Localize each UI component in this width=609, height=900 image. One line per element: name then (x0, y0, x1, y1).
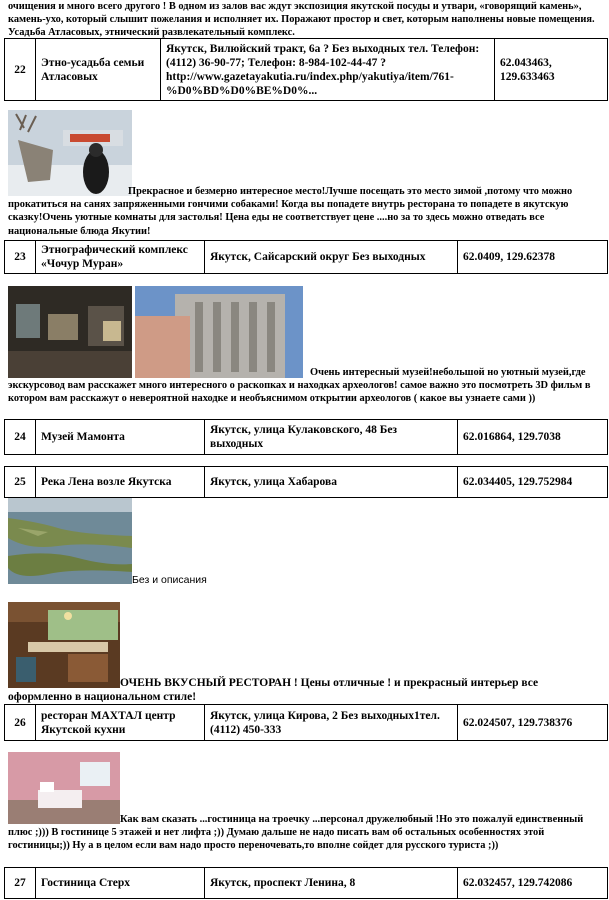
place-address: Якутск, Вилюйский тракт, 6а ? Без выходных тел. Телефон: (4112) 36-90-77; Телефон: 8-984-102-44-47 ? http://www.gazetayakutia.ru/index.php/yakutiya/item/761-%D0%BD%D0%BE%D0%... (161, 39, 495, 101)
place-coordinates: 62.034405, 129.752984 (458, 467, 608, 498)
place-name: Музей Мамонта (36, 420, 205, 455)
row-number: 25 (5, 467, 36, 498)
table-row (4, 466, 608, 498)
place-coordinates: 62.032457, 129.742086 (458, 868, 608, 899)
table-row (4, 38, 608, 101)
row-number: 27 (5, 868, 36, 899)
place-coordinates: 62.0409, 129.62378 (458, 241, 608, 274)
row-number: 24 (5, 420, 36, 455)
lena-river-photo (8, 498, 132, 584)
intro-paragraph: очищения и много всего другого ! В одном из залов вас ждут экспозиция якутской посуды и утвари, «говорящий камень», камень-ухо, который слышит пожелания и исполняет их. Поражают простор и свет, которым наполнены новые помещения. Усадьба Атласовых, этнический развлекательный комплекс. (8, 1, 595, 39)
place-address: Якутск, проспект Ленина, 8 (205, 868, 458, 899)
place-address: Якутск, улица Кирова, 2 Без выходных1тел. (4112) 450-333 (205, 705, 458, 741)
review-22: Прекрасное и безмерно интересное место!Лучше посещать это место зимой ,потому что можно прокатиться на санях запряженными гончими собаками! Когда вы попадете внутрь ресторана то попадете в якутскую сказку!Очень уютные комнаты для застолья! Цена еды не соответствует цене ....но за то здесь можно отведать все национальные блюда Якутии! (8, 186, 573, 237)
row-number: 26 (5, 705, 36, 741)
review-25: Без и описания (132, 574, 207, 586)
place-name: Этнографический комплекс «Чочур Муран» (36, 241, 205, 274)
museum-building-photo (135, 286, 303, 378)
table-row (4, 419, 608, 455)
place-name: ресторан МАХТАЛ центр Якутской кухни (36, 705, 205, 741)
review-26-pre: ОЧЕНЬ ВКУСНЫЙ РЕСТОРАН ! Цены отличные ! и прекрасный интерьер все оформленно в национальном стиле! (8, 677, 539, 703)
row-number: 22 (5, 39, 36, 101)
place-coordinates: 62.016864, 129.7038 (458, 420, 608, 455)
place-name: Гостиница Стерх (36, 868, 205, 899)
place-coordinates: 62.043463, 129.633463 (495, 39, 608, 101)
table-row (4, 867, 608, 899)
place-address: Якутск, улица Кулаковского, 48 Без выходных (205, 420, 458, 455)
table-row (4, 240, 608, 274)
row-number: 23 (5, 241, 36, 274)
review-27: Как вам сказать ...гостиница на троечку ...персонал дружелюбный !Но это пожалуй единственный плюс ;))) В гостинице 5 этажей и нет лифта ;)) Думаю дальше не надо писать вам об остальных особенностях этой гостиницы;)) Ну а в целом если вам надо просто переночевать,то вполне сойдет для русского туриста ;)) (8, 814, 584, 852)
table-row (4, 704, 608, 741)
place-address: Якутск, улица Хабарова (205, 467, 458, 498)
museum-interior-photo (8, 286, 132, 378)
place-coordinates: 62.024507, 129.738376 (458, 705, 608, 741)
review-23: Очень интересный музей!небольшой но уютный музей,где экскурсовод вам расскажет много интересного о раскопках и находках археологов! самое важно это посмотреть 3D фильм в котором вам расскажут о невероятной находке и необъяснимом открытии археологов ( какое вы узнаете сами )) (8, 367, 591, 405)
place-name: Этно-усадьба семьи Атласовых (36, 39, 161, 101)
reindeer-photo (8, 110, 132, 196)
place-name: Река Лена возле Якутска (36, 467, 205, 498)
place-address: Якутск, Сайсарский округ Без выходных (205, 241, 458, 274)
